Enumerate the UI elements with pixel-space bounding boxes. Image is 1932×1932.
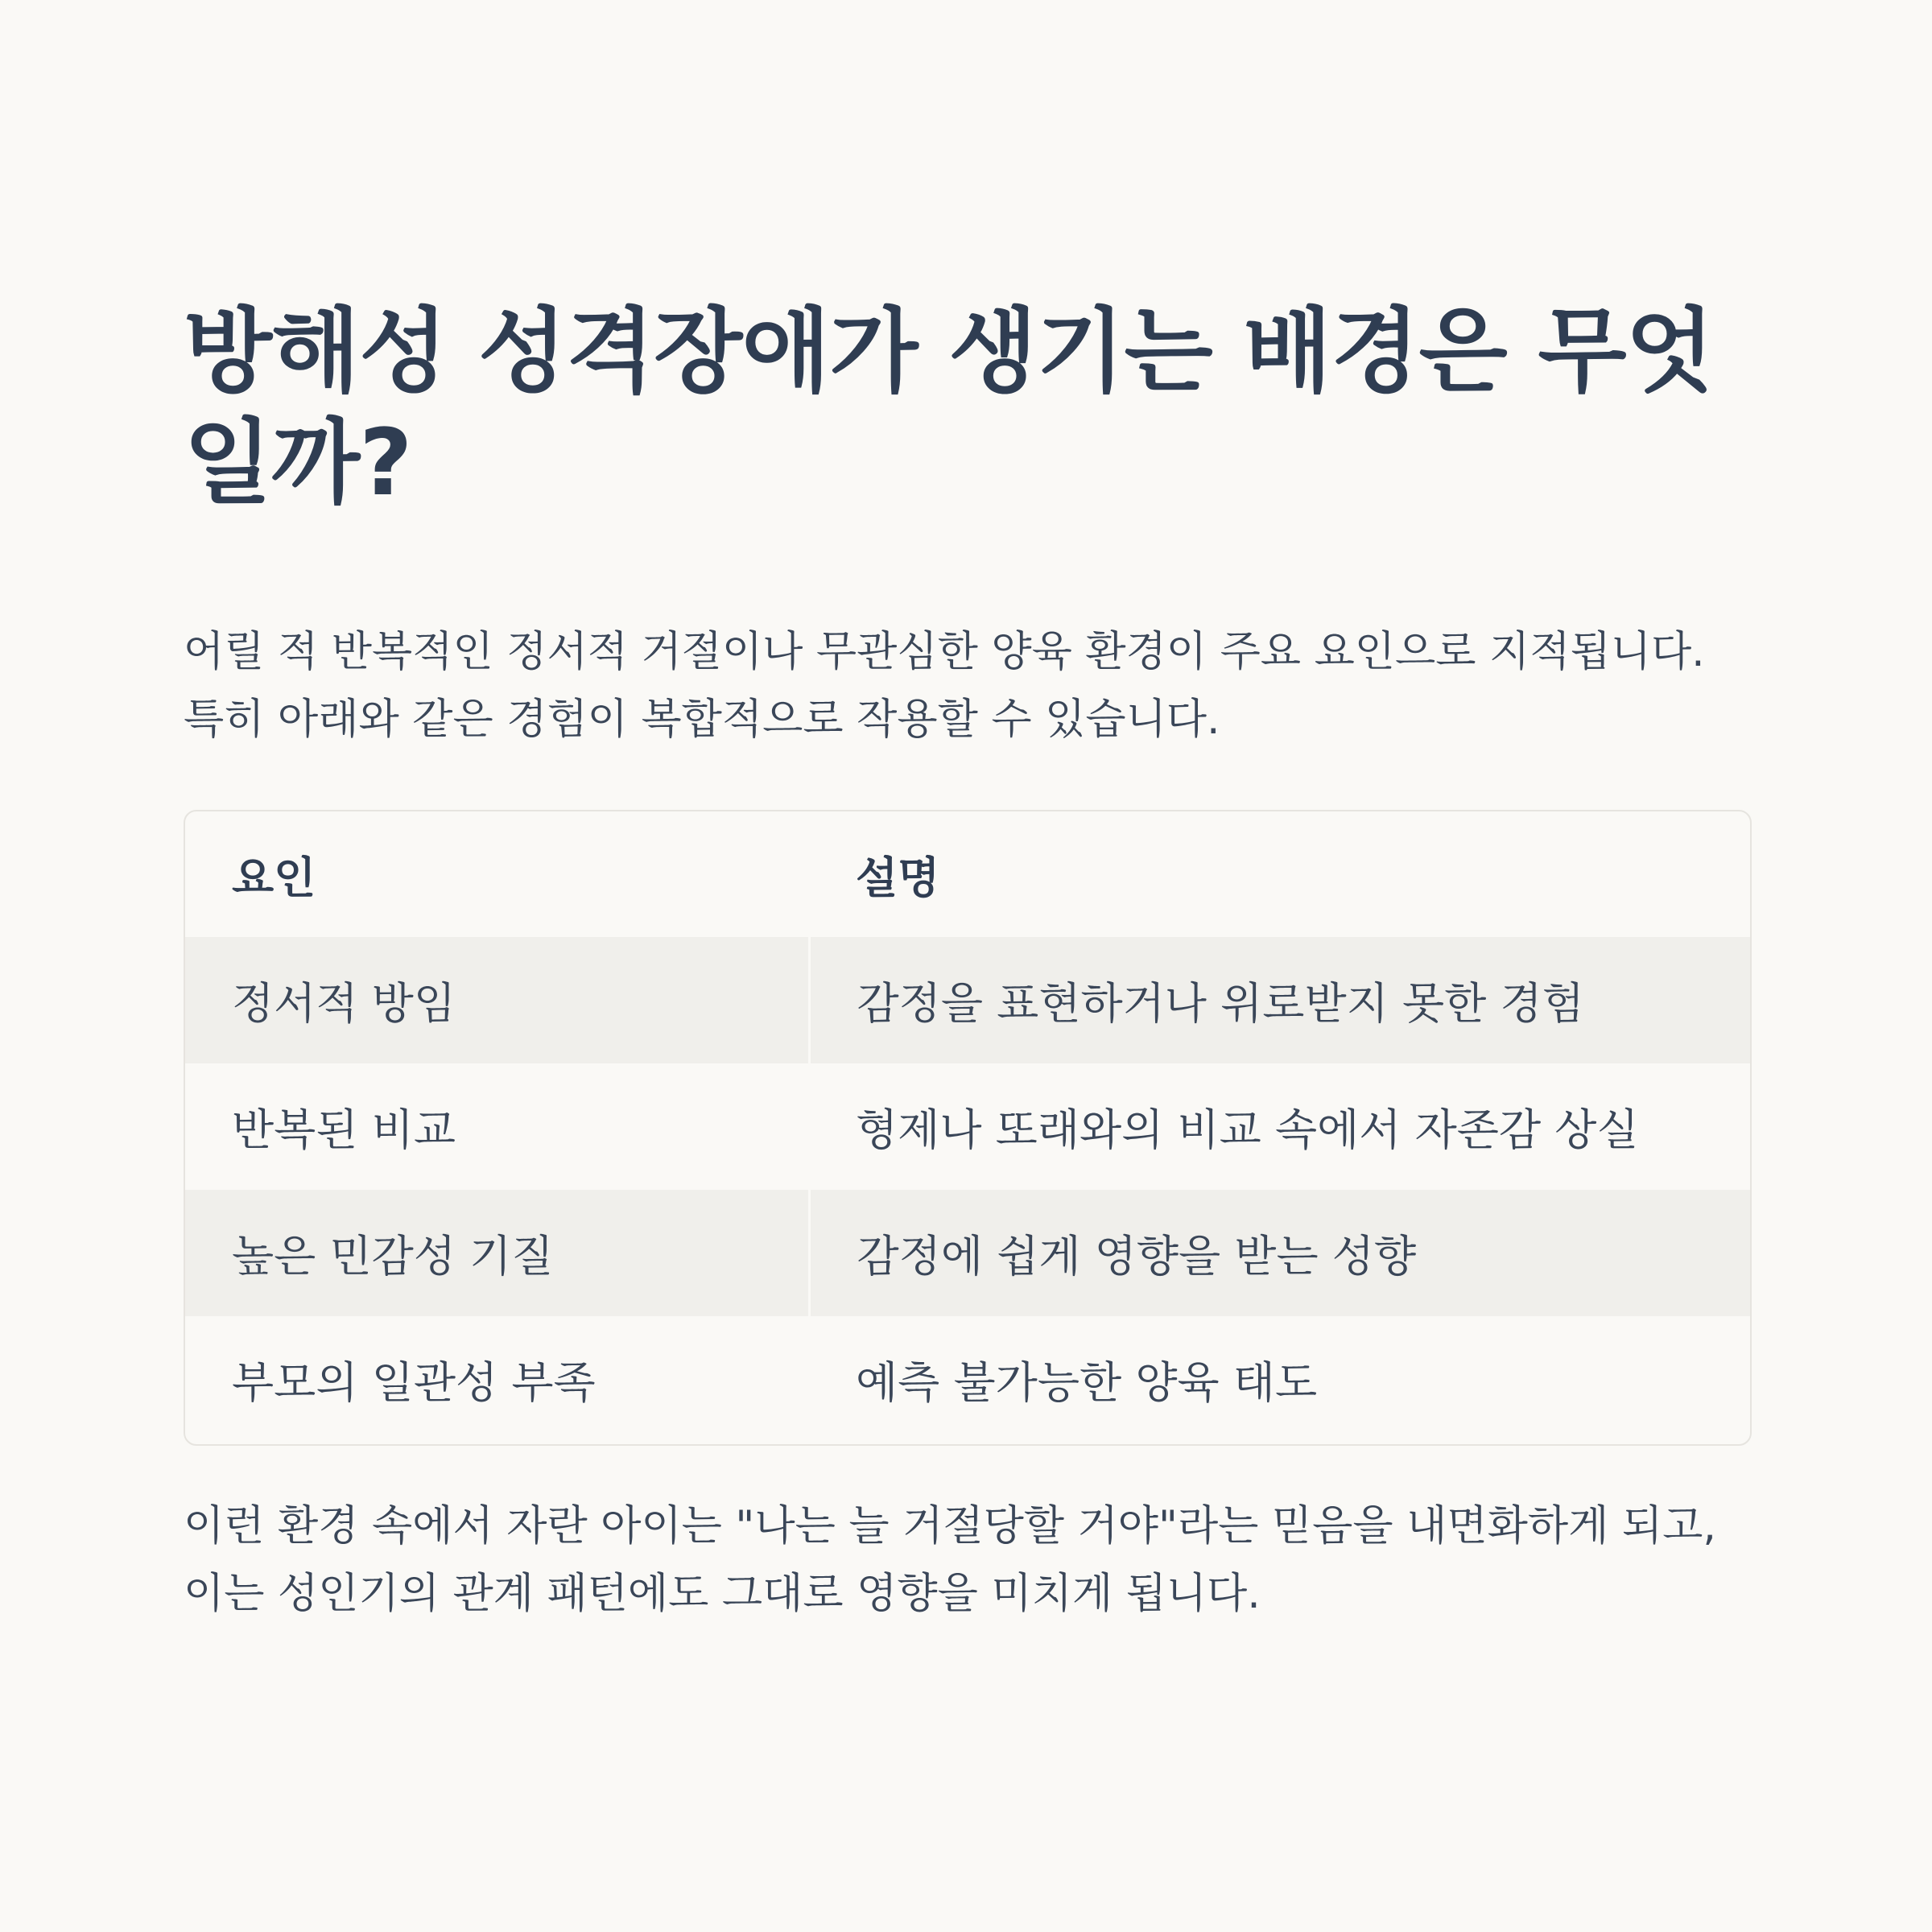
- factor-cell: 정서적 방임: [185, 937, 809, 1063]
- description-cell: 감정을 표현하거나 위로받지 못한 경험: [809, 937, 1750, 1063]
- intro-paragraph: [184, 618, 1750, 753]
- outro-paragraph: [184, 1492, 1750, 1628]
- factor-cell: 반복된 비교: [232, 1104, 456, 1155]
- header-factor: 요인: [232, 852, 316, 903]
- table-row: [185, 1316, 1750, 1443]
- intro-line-2: 특히 아래와 같은 경험이 복합적으로 작용할 수 있습니다.: [184, 696, 1220, 744]
- table-header-row: [185, 811, 1750, 937]
- description-cell: 형제나 또래와의 비교 속에서 자존감 상실: [856, 1104, 1639, 1155]
- page-title: 방해성 성격장애가 생기는 배경은 무엇일까?: [184, 298, 1714, 516]
- factor-cell: 부모의 일관성 부족: [232, 1357, 596, 1408]
- intro-line-1: 어릴 적 반복적인 정서적 거절이나 무관심한 양육 환경이 주요 요인으로 지적됩니다.: [184, 628, 1705, 676]
- factors-table: [184, 810, 1752, 1446]
- outro-line-2: 이는 성인기의 관계 패턴에도 그대로 영향을 미치게 됩니다.: [184, 1570, 1261, 1618]
- table-row: [185, 1190, 1750, 1316]
- table-row: [185, 937, 1750, 1063]
- description-cell: 예측 불가능한 양육 태도: [856, 1357, 1318, 1408]
- outro-line-1: 이런 환경 속에서 자란 아이는 "나는 늘 거절당할 거야"라는 믿음을 내면화하게 되고,: [184, 1502, 1716, 1550]
- factor-cell: 높은 민감성 기질: [185, 1190, 809, 1316]
- description-cell: 감정에 쉽게 영향을 받는 성향: [809, 1190, 1750, 1316]
- table-row: [185, 1063, 1750, 1190]
- header-description: 설명: [856, 852, 940, 903]
